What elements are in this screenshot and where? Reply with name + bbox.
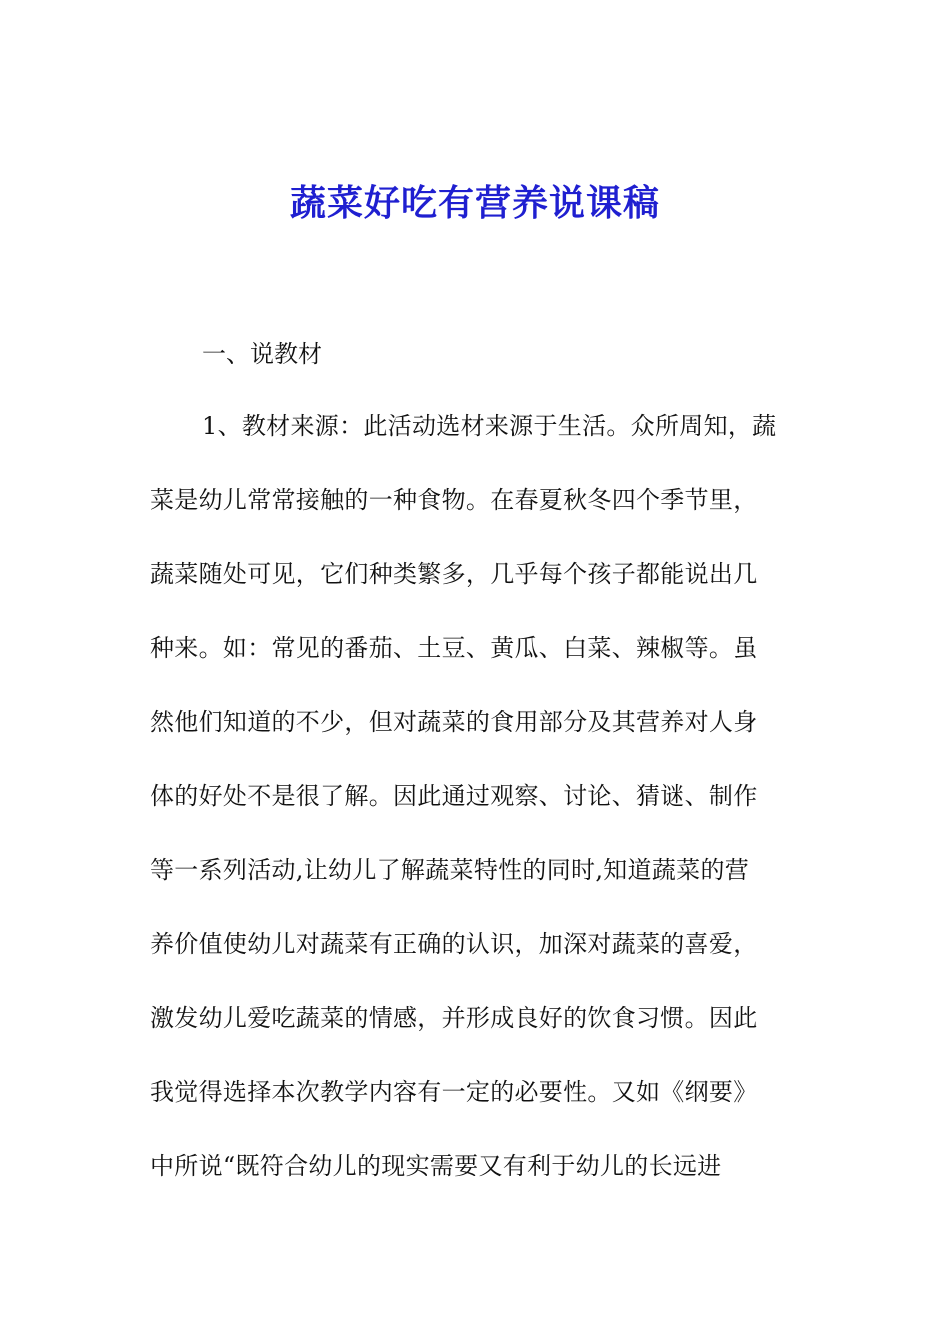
paragraph-line: 种来。如：常见的番茄、土豆、黄瓜、白菜、辣椒等。虽 — [150, 634, 758, 662]
paragraph-line: 蔬菜随处可见，它们种类繁多，几乎每个孩子都能说出几 — [150, 560, 758, 588]
paragraph-line: 等一系列活动,让幼儿了解蔬菜特性的同时,知道蔬菜的营 — [150, 856, 750, 884]
paragraph-line: 1、教材来源：此活动选材来源于生活。众所周知，蔬 — [202, 412, 777, 440]
section-heading: 一、说教材 — [202, 340, 322, 368]
document-title: 蔬菜好吃有营养说课稿 — [289, 182, 660, 224]
paragraph-line: 中所说“既符合幼儿的现实需要又有利于幼儿的长远进 — [150, 1152, 722, 1180]
paragraph-line: 我觉得选择本次教学内容有一定的必要性。又如《纲要》 — [150, 1078, 758, 1106]
paragraph-body — [150, 406, 810, 1220]
paragraph-line: 然他们知道的不少，但对蔬菜的食用部分及其营养对人身 — [150, 708, 758, 736]
paragraph-line: 体的好处不是很了解。因此通过观察、讨论、猜谜、制作 — [150, 782, 758, 810]
paragraph-line: 激发幼儿爱吃蔬菜的情感，并形成良好的饮食习惯。因此 — [150, 1004, 758, 1032]
paragraph-line: 菜是幼儿常常接触的一种食物。在春夏秋冬四个季节里， — [150, 486, 758, 514]
paragraph-line: 养价值使幼儿对蔬菜有正确的认识，加深对蔬菜的喜爱， — [150, 930, 758, 958]
